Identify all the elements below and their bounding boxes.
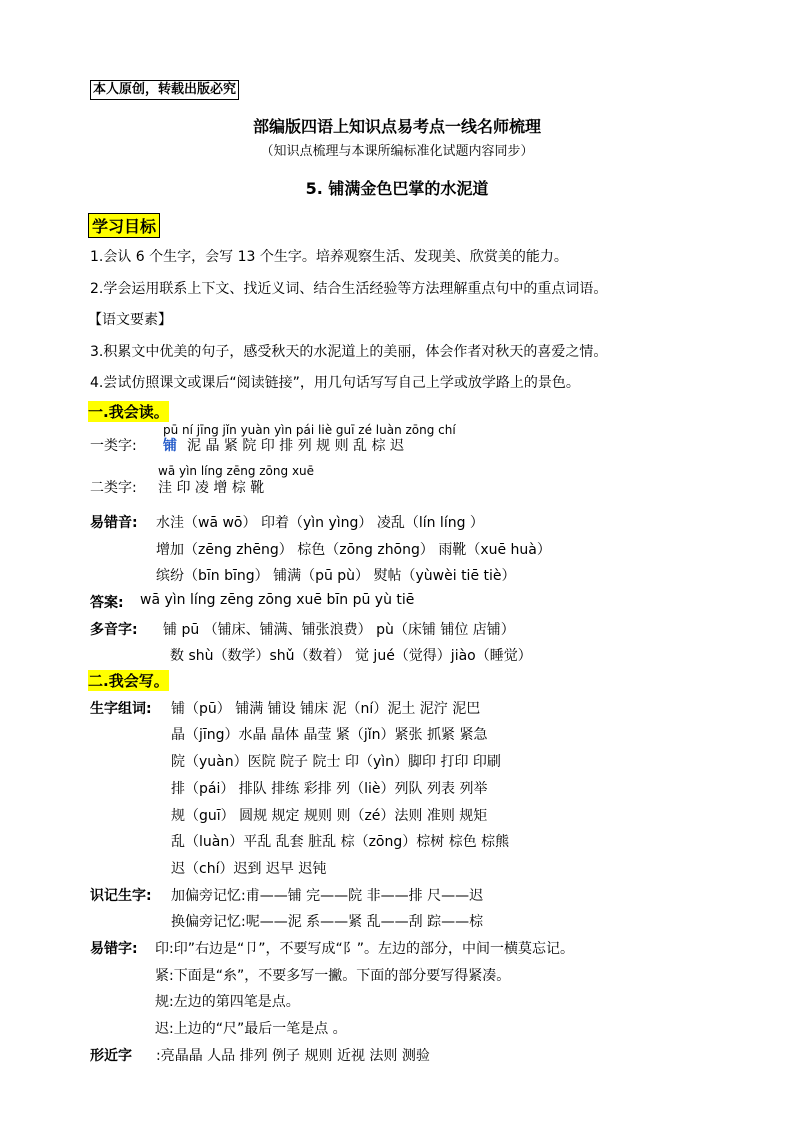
zuci-line: 晶（jīng）水晶 晶体 晶莹 紧（jǐn）紧张 抓紧 紧急 [171,727,488,743]
shiji-line: 换偏旁记忆:呢——泥 系——紧 乱——刮 踪——棕 [171,914,484,930]
duoyin-line: 数 shù（数学）shǔ（数着） 觉 jué（觉得）jiào（睡觉） [170,648,532,664]
zuci-label: 生字组词: [90,701,152,717]
yicuo-label: 易错音: [90,515,138,531]
document-subtitle: （知识点梳理与本课所编标准化试题内容同步） [260,144,534,159]
read-heading: 一.我会读。 [88,403,169,421]
write-heading: 二.我会写。 [88,672,169,690]
xingjin-label: 形近字 [90,1048,132,1064]
zuci-line: 乱（luàn）平乱 乱套 脏乱 棕（zōng）棕树 棕色 棕熊 [171,834,510,850]
goal-item: 4.尝试仿照课文或课后“阅读链接”，用几句话写写自己上学或放学路上的景色。 [90,375,580,391]
lesson-title: 5. 铺满金色巴掌的水泥道 [305,179,489,198]
shiji-label: 识记生字: [90,888,152,904]
type1-pinyin: pū ní jīng jǐn yuàn yìn pái liè guī zé luàn zōng chí [163,423,456,437]
zuci-line: 规（guī） 圆规 规定 规则 则（zé）法则 准则 规矩 [171,808,488,824]
goal-item: 2.学会运用联系上下文、找近义词、结合生活经验等方法理解重点句中的重点词语。 [90,281,608,297]
cuozi-label: 易错字: [90,941,138,957]
goal-item: 3.积累文中优美的句子，感受秋天的水泥道上的美丽，体会作者对秋天的喜爱之情。 [90,344,608,360]
duoyin-line: 铺 pū （铺床、铺满、铺张浪费） pù（床铺 铺位 店铺） [163,622,515,638]
duoyin-label: 多音字: [90,622,138,638]
goal-item: 1.会认 6 个生字，会写 13 个生字。培养观察生活、发现美、欣赏美的能力。 [90,249,568,265]
cuozi-line: 紧:下面是“糸”，不要多写一撇。下面的部分要写得紧凑。 [155,968,511,984]
type2-chars: 洼 印 凌 增 棕 靴 [158,480,265,496]
cuozi-line: 迟:上边的“尺”最后一笔是点 。 [155,1021,347,1037]
shiji-line: 加偏旁记忆:甫——铺 完——院 非——排 尺——迟 [171,888,484,904]
yicuo-line: 增加（zēng zhēng） 棕色（zōng zhōng） 雨靴（xuē huà） [156,542,551,558]
answer-label: 答案: [90,595,124,611]
yicuo-line: 水洼（wā wō） 印着（yìn yìng） 凌乱（lín líng ） [156,515,484,531]
type2-pinyin: wā yìn líng zēng zōng xuē [158,464,315,478]
type1-chars: 泥 晶 紧 院 印 排 列 规 则 乱 棕 迟 [187,438,404,454]
copyright-stamp: 本人原创，转载出版必究 [90,80,239,100]
zuci-line: 铺（pū） 铺满 铺设 铺床 泥（ní）泥土 泥泞 泥巴 [171,701,481,717]
goals-heading: 学习目标 [88,213,160,238]
zuci-line: 排（pái） 排队 排练 彩排 列（liè）列队 列表 列举 [171,781,488,797]
document-title: 部编版四语上知识点易考点一线名师梳理 [252,117,541,136]
cuozi-line: 规:左边的第四笔是点。 [155,994,300,1010]
yicuo-line: 缤纷（bīn bīng） 铺满（pū pù） 熨帖（yùwèi tiē tiè） [156,568,516,584]
type1-label: 一类字: [90,438,137,454]
cuozi-line: 印:印”右边是“卩”，不要写成“阝”。左边的部分，中间一横莫忘记。 [155,941,574,957]
answer-text: wā yìn líng zēng zōng xuē bīn pū yù tiē [140,592,415,608]
zuci-line: 院（yuàn）医院 院子 院士 印（yìn）脚印 打印 印刷 [171,754,501,770]
xingjin-text: :亮晶晶 人品 排列 例子 规则 近视 法则 测验 [156,1048,430,1064]
type2-label: 二类字: [90,480,137,496]
type1-first-char: 铺 [163,438,177,454]
zuci-line: 迟（chí）迟到 迟早 迟钝 [171,861,327,877]
goal-tag: 【语文要素】 [88,312,172,328]
